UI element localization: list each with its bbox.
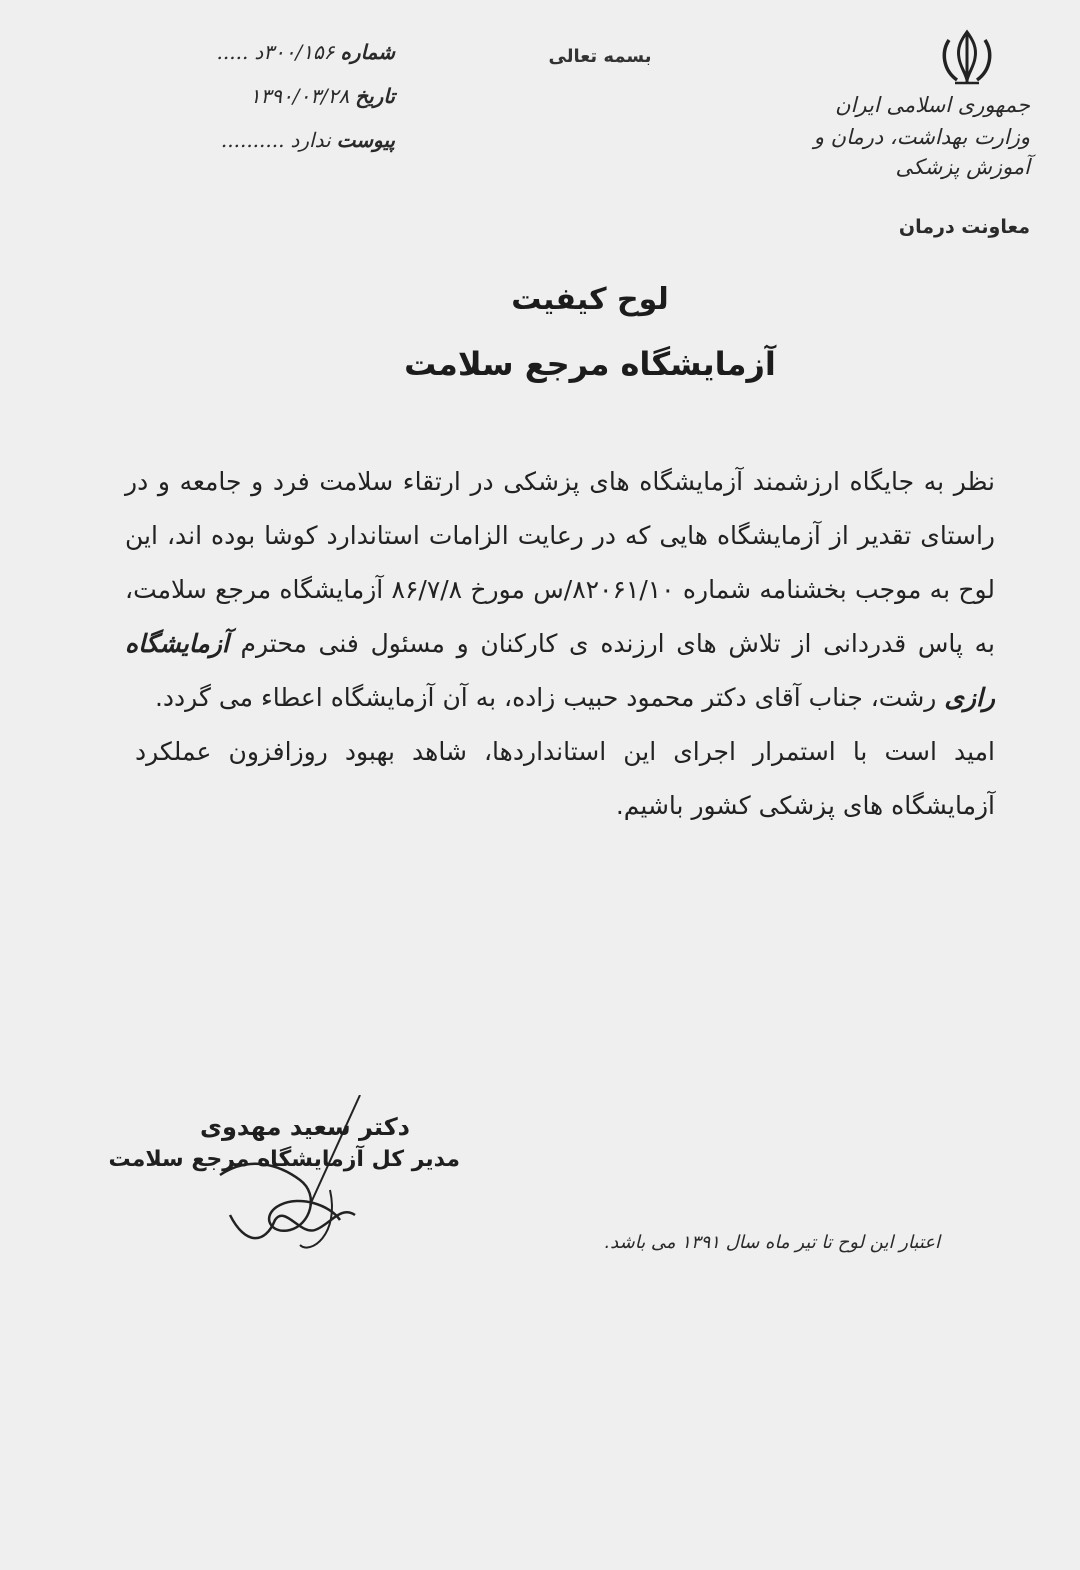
meta-date-row	[145, 74, 395, 118]
body-text-part-b: رشت، جناب آقای دکتر محمود حبیب زاده، به آن آزمایشگاه اعطاء می گردد.	[154, 683, 937, 712]
title-quality-plaque: لوح کیفیت	[511, 282, 669, 317]
body-text-part-a: نظر به جایگاه ارزشمند آزمایشگاه های پزشکی در ارتقاء سلامت فرد و جامعه و در راستای تقدیر از آزمایشگاه هایی که در رعایت الزامات استاندارد کوشا بوده اند، این لوح به موجب بخشنامه شماره ۸۲۰۶۱/۱۰/س مورخ ۸۶/۷/۸ آزمایشگاه مرجع سلامت، به پاس قدردانی از تلاش های ارزنده ی کارکنان و مسئول فنی محترم	[125, 467, 996, 658]
iran-emblem-icon	[935, 28, 999, 88]
ministry-name: وزارت بهداشت، درمان و آموزش پزشکی	[813, 125, 1030, 179]
meta-date-label: تاریخ	[355, 84, 395, 108]
signatory-role: مدیر کل آزمایشگاه مرجع سلامت	[108, 1147, 460, 1172]
signatory-name: دکتر سعید مهدوی	[200, 1113, 410, 1141]
meta-date-value: ۱۳۹۰/۰۳/۲۸	[249, 84, 350, 108]
meta-number-value: ۳۰۰/۱۵۶د	[254, 40, 335, 64]
meta-number-row	[145, 30, 395, 74]
body-paragraph-2: امید است با استمرار اجرای این استانداردها، شاهد بهبود روزافزون عملکرد آزمایشگاه های پزشکی کشور باشیم.	[135, 737, 995, 820]
validity-note: اعتبار این لوح تا تیر ماه سال ۱۳۹۱ می باشد.	[604, 1232, 940, 1253]
ministry-header	[800, 90, 1030, 238]
title-reference-lab: آزمایشگاه مرجع سلامت	[404, 345, 776, 383]
department-name: معاونت درمان	[898, 216, 1030, 238]
ministry-country: جمهوری اسلامی ایران	[835, 93, 1030, 117]
besmeh-heading: بسمه تعالی	[548, 46, 652, 67]
meta-dots: ..........	[220, 128, 285, 152]
letter-meta	[145, 30, 395, 162]
meta-number-label: شماره	[340, 40, 395, 64]
letter-body	[125, 455, 995, 833]
meta-dots: .....	[216, 40, 249, 64]
body-paragraph-1	[125, 455, 995, 725]
meta-attachment-value: ندارد	[290, 128, 331, 152]
meta-attachment-label: پیوست	[336, 128, 395, 152]
lab-name: آزمایشگاه رازی	[125, 629, 995, 712]
meta-attachment-row	[145, 118, 395, 162]
signature-block	[110, 1095, 470, 1265]
